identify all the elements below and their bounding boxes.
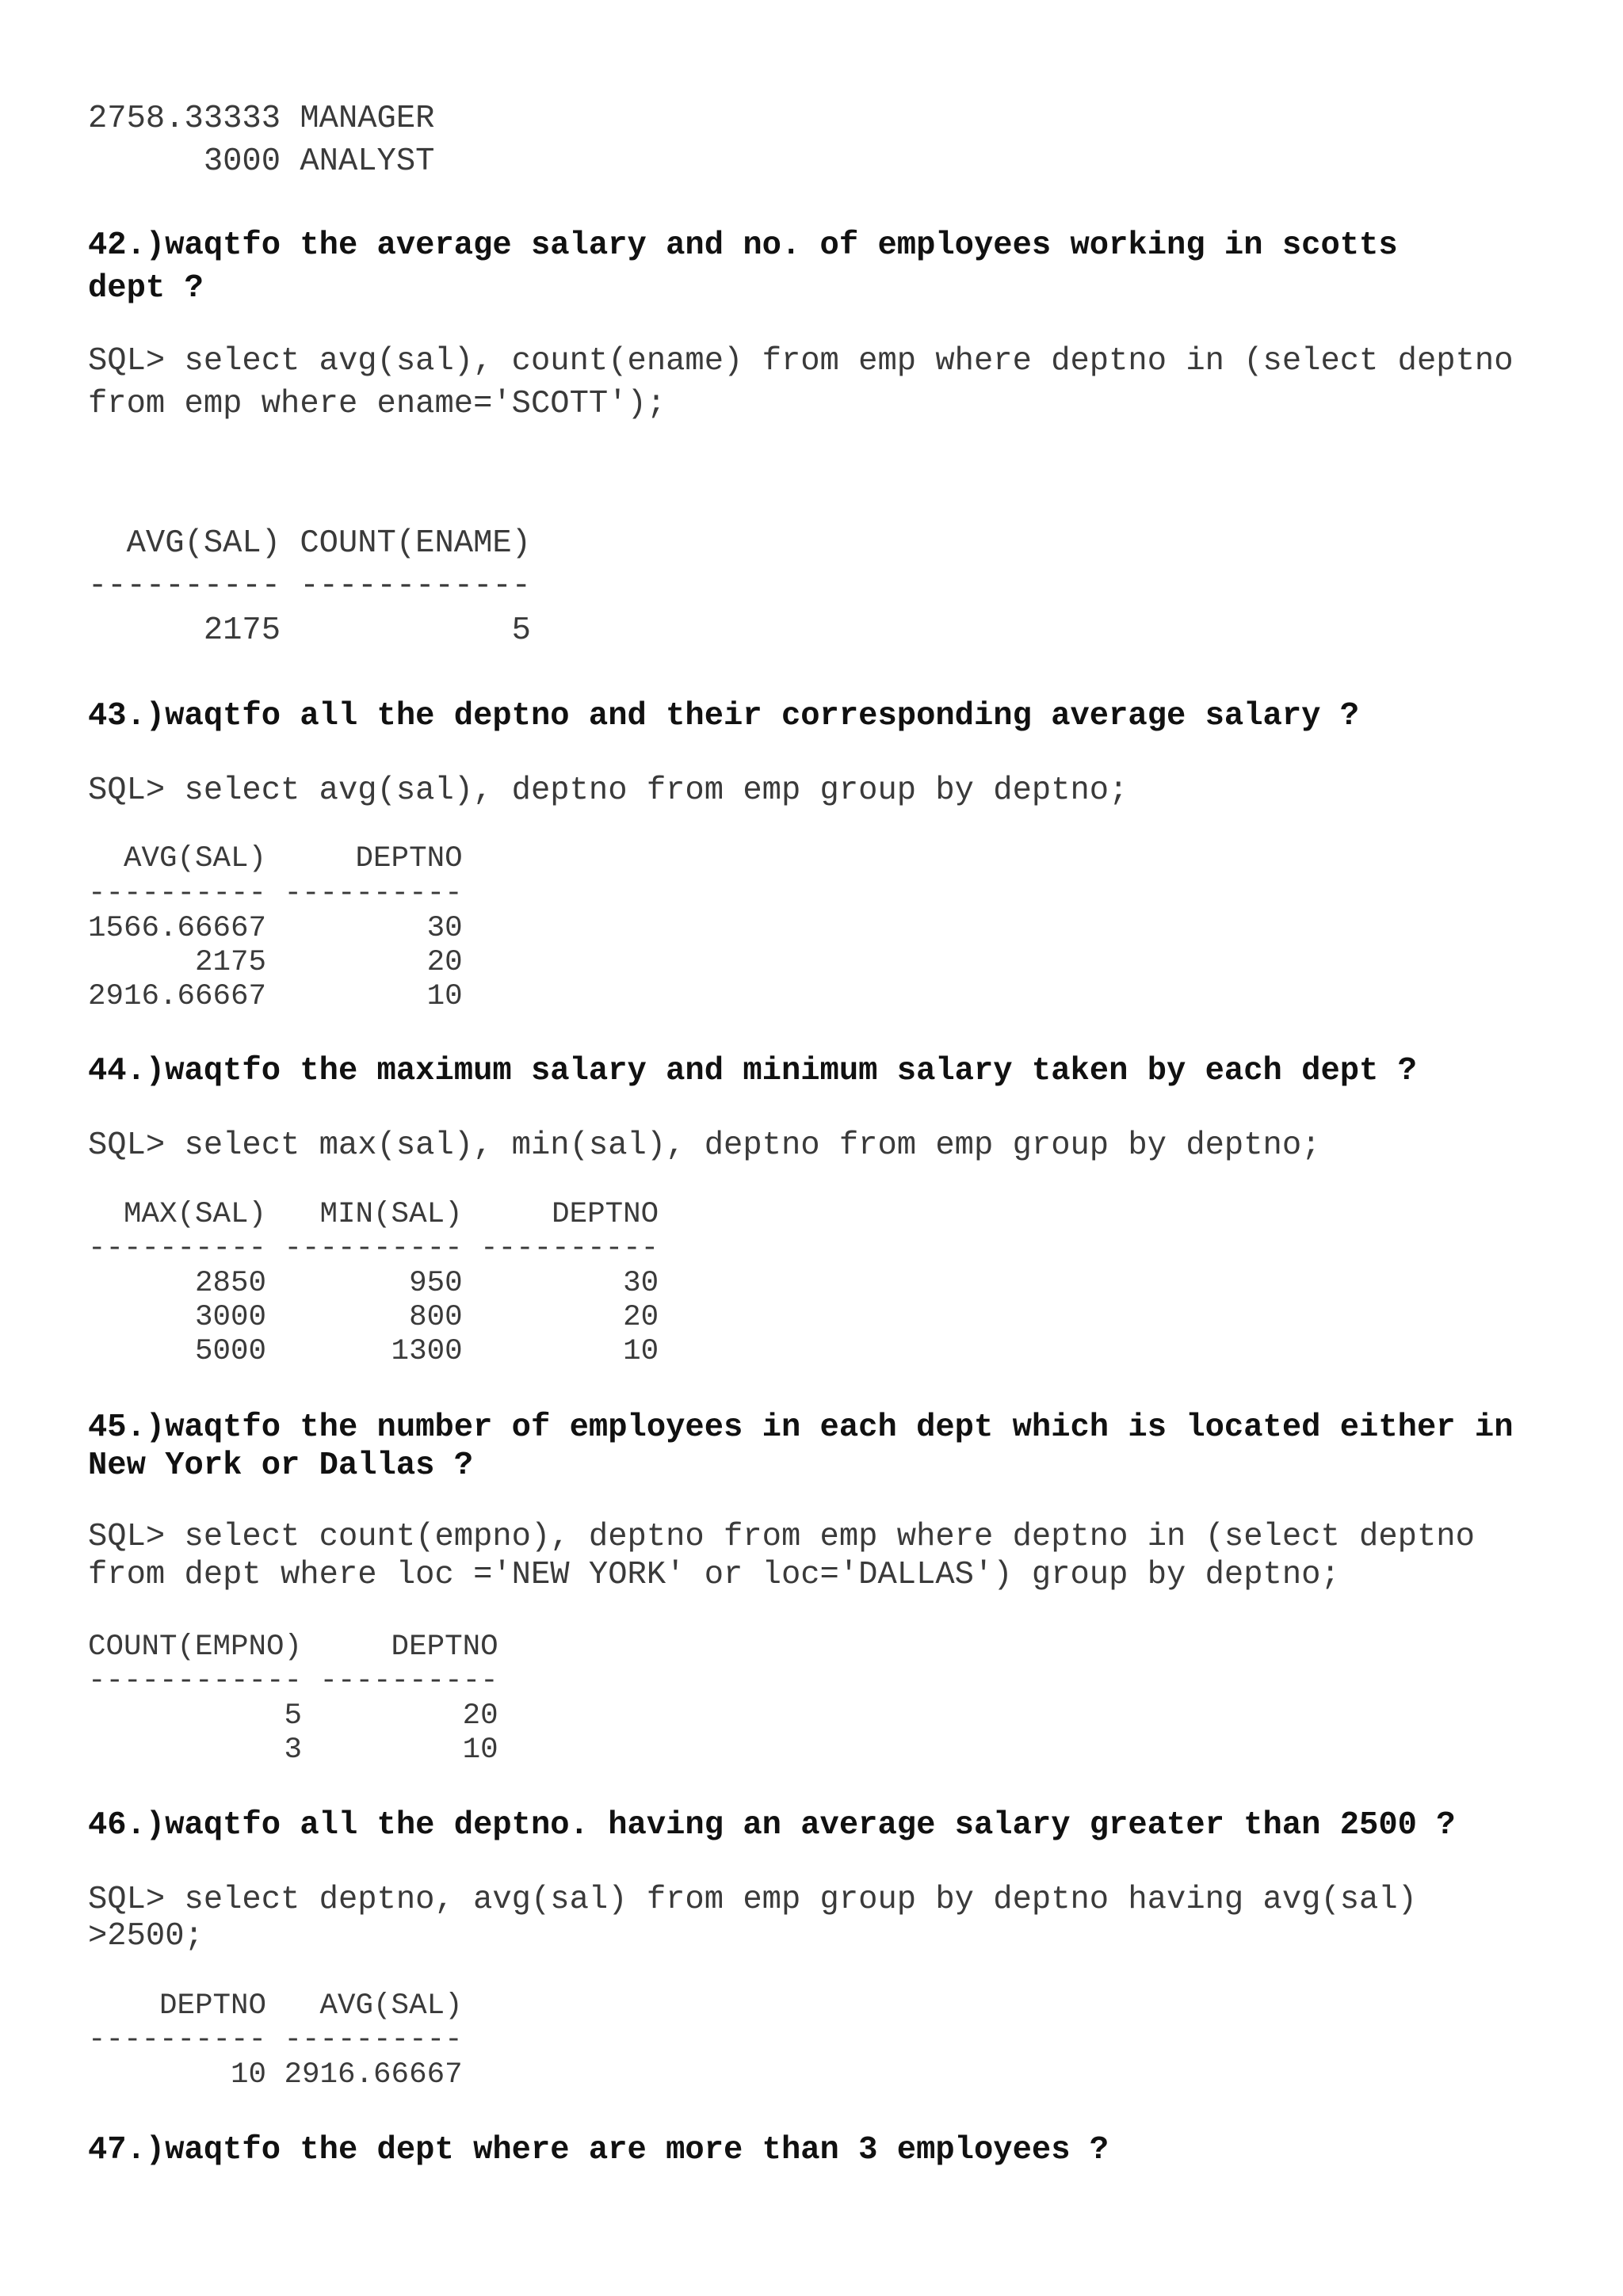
result-row: 2758.33333 MANAGER — [88, 101, 435, 137]
result-row: 5000 1300 10 — [88, 1335, 659, 1368]
question-heading: 45.)waqtfo the number of employees in each dept which is located either in — [88, 1409, 1514, 1446]
result-divider: ------------ ---------- — [88, 1665, 498, 1698]
result-row: 5 20 — [88, 1699, 498, 1733]
result-row: 2850 950 30 — [88, 1267, 659, 1300]
result-row: 2916.66667 10 — [88, 980, 463, 1013]
sql-statement: from dept where loc ='NEW YORK' or loc='DALLAS') group by deptno; — [88, 1557, 1340, 1593]
question-heading: New York or Dallas ? — [88, 1447, 474, 1484]
result-divider: ---------- ---------- — [88, 2023, 463, 2057]
result-row: 1566.66667 30 — [88, 912, 463, 945]
result-header: COUNT(EMPNO) DEPTNO — [88, 1630, 498, 1664]
question-heading: 46.)waqtfo all the deptno. having an average salary greater than 2500 ? — [88, 1807, 1456, 1844]
question-heading: 43.)waqtfo all the deptno and their corresponding average salary ? — [88, 698, 1360, 734]
sql-statement: >2500; — [88, 1918, 204, 1955]
result-row: 3 10 — [88, 1733, 498, 1767]
question-heading: 47.)waqtfo the dept where are more than 3 employees ? — [88, 2132, 1109, 2168]
result-row: 2175 20 — [88, 946, 463, 979]
result-header: AVG(SAL) COUNT(ENAME) — [88, 525, 531, 562]
result-row: 2175 5 — [88, 612, 531, 649]
result-divider: ---------- ---------- — [88, 877, 463, 910]
question-heading: 42.)waqtfo the average salary and no. of employees working in scotts — [88, 227, 1398, 264]
sql-statement: SQL> select deptno, avg(sal) from emp group by deptno having avg(sal) — [88, 1882, 1417, 1918]
result-header: AVG(SAL) DEPTNO — [88, 842, 463, 875]
sql-statement: SQL> select max(sal), min(sal), deptno from emp group by deptno; — [88, 1127, 1321, 1164]
result-header: MAX(SAL) MIN(SAL) DEPTNO — [88, 1198, 659, 1231]
result-header: DEPTNO AVG(SAL) — [88, 1989, 463, 2023]
result-divider: ---------- ---------- ---------- — [88, 1232, 659, 1265]
sql-statement: SQL> select avg(sal), deptno from emp group by deptno; — [88, 772, 1128, 809]
question-heading: 44.)waqtfo the maximum salary and minimum salary taken by each dept ? — [88, 1053, 1417, 1089]
result-row: 3000 ANALYST — [88, 143, 435, 180]
sql-statement: SQL> select count(empno), deptno from emp where deptno in (select deptno — [88, 1519, 1475, 1555]
question-heading: dept ? — [88, 270, 204, 307]
result-divider: ---------- ------------ — [88, 568, 531, 605]
sql-statement: SQL> select avg(sal), count(ename) from emp where deptno in (select deptno — [88, 343, 1514, 379]
sql-statement: from emp where ename='SCOTT'); — [88, 386, 666, 422]
result-row: 10 2916.66667 — [88, 2058, 463, 2092]
result-row: 3000 800 20 — [88, 1301, 659, 1334]
